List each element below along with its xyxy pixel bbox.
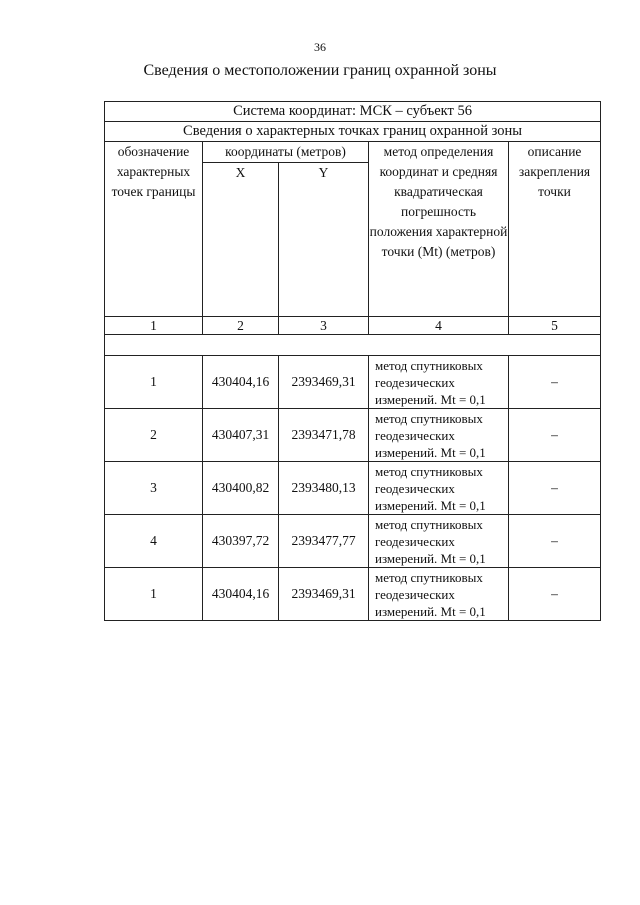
column-number: 4 [369, 317, 509, 335]
y-cell: 2393477,77 [279, 515, 369, 568]
boundary-points-table [104, 101, 601, 621]
table-row [105, 462, 601, 515]
table-row [105, 409, 601, 462]
x-cell: 430407,31 [203, 409, 279, 462]
section-header: Сведения о характерных точках границ охранной зоны [105, 122, 601, 142]
point-cell: 1 [105, 356, 203, 409]
page-title: Сведения о местоположении границ охранной зоны [143, 62, 497, 79]
coordinates-header: координаты (метров) [203, 142, 369, 163]
table-row [105, 515, 601, 568]
x-cell: 430404,16 [203, 568, 279, 621]
point-cell: 3 [105, 462, 203, 515]
x-cell: 430400,82 [203, 462, 279, 515]
table-row [105, 356, 601, 409]
point-cell: 1 [105, 568, 203, 621]
point-cell: 4 [105, 515, 203, 568]
x-cell: 430397,72 [203, 515, 279, 568]
method-cell: метод спутниковых геодезических измерений. Mt = 0,1 [369, 515, 509, 568]
method-cell: метод спутниковых геодезических измерений. Mt = 0,1 [369, 409, 509, 462]
page-number: 36 [314, 40, 326, 54]
column-number: 1 [105, 317, 203, 335]
description-cell: – [509, 568, 601, 621]
spacer-row [105, 335, 601, 356]
column-number: 3 [279, 317, 369, 335]
x-cell: 430404,16 [203, 356, 279, 409]
method-header: метод определения координат и средняя квадратическая погрешность положения характерной точки (Mt) (метров) [369, 142, 509, 317]
y-cell: 2393471,78 [279, 409, 369, 462]
description-header: описание закрепления точки [509, 142, 601, 317]
column-number: 2 [203, 317, 279, 335]
description-cell: – [509, 409, 601, 462]
description-cell: – [509, 356, 601, 409]
description-cell: – [509, 515, 601, 568]
method-cell: метод спутниковых геодезических измерений. Mt = 0,1 [369, 356, 509, 409]
y-cell: 2393480,13 [279, 462, 369, 515]
x-header: X [203, 163, 279, 317]
description-cell: – [509, 462, 601, 515]
y-cell: 2393469,31 [279, 568, 369, 621]
table-row [105, 568, 601, 621]
method-cell: метод спутниковых геодезических измерений. Mt = 0,1 [369, 462, 509, 515]
y-cell: 2393469,31 [279, 356, 369, 409]
point-cell: 2 [105, 409, 203, 462]
column-number: 5 [509, 317, 601, 335]
y-header: Y [279, 163, 369, 317]
coord-system-header: Система координат: МСК – субъект 56 [105, 102, 601, 122]
method-cell: метод спутниковых геодезических измерений. Mt = 0,1 [369, 568, 509, 621]
point-designation-header: обозначение характерных точек границы [105, 142, 203, 317]
